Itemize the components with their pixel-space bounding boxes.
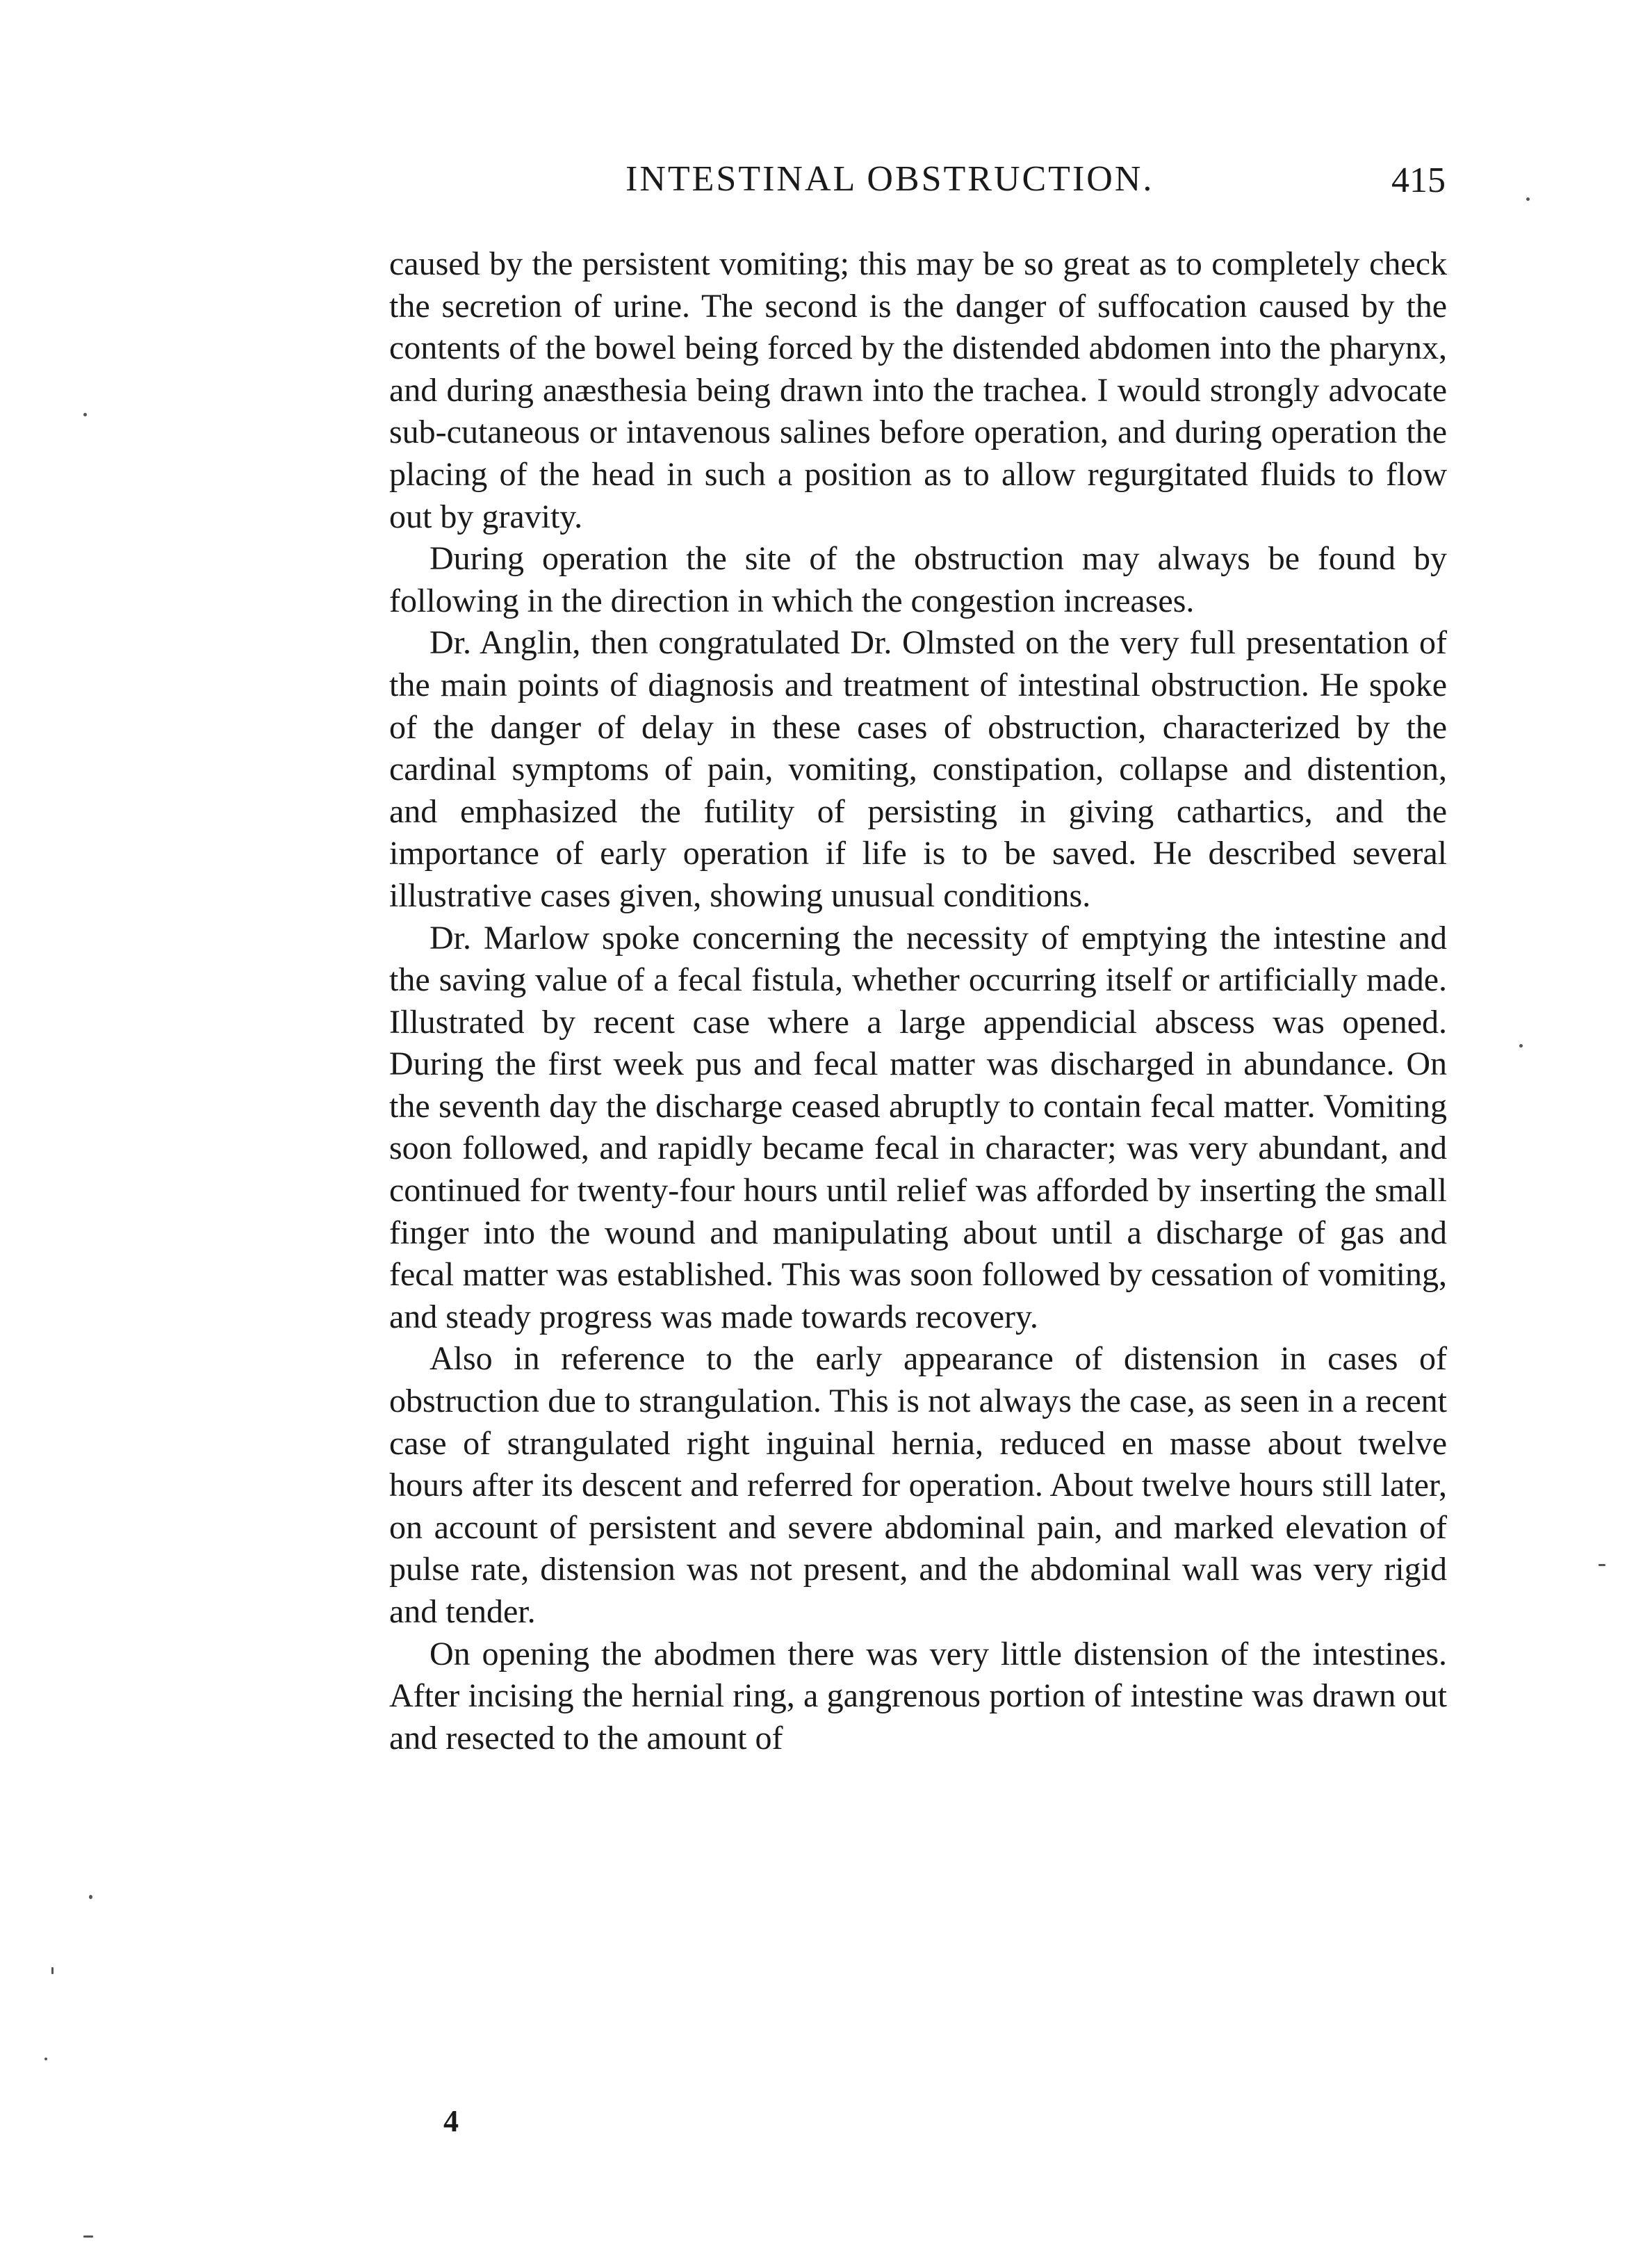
page-number: 415 (1391, 161, 1446, 200)
paragraph-3: Dr. Anglin, then congratulated Dr. Olmsted on the very full presentation of the main points of diagnosis and treatment of intestinal obstruction. He spoke of the danger of delay in these cases of obstruction, characterized by the cardinal symptoms of pain, vomiting, constipation, collapse and distention, and emphasized the futility of persisting in giving cathartics, and the importance of early operation if life is to be saved. He described several illustrative cases given, showing unusual conditions. (389, 624, 1447, 914)
paragraph-5: Also in reference to the early appearance of distension in cases of obstruction due to strangulation. This is not always the case, as seen in a recent case of strangulated right inguinal hernia, reduced en masse about twelve hours after its descent and referred for operation. About twelve hours still later, on account of persistent and severe abdominal pain, and marked elevation of pulse rate, distension was not present, and the abdominal wall was very rigid and tender. (389, 1340, 1447, 1630)
body-text (389, 243, 1447, 1759)
scan-speck (51, 1967, 54, 1974)
scan-speck (83, 413, 87, 416)
paragraph-2: During operation the site of the obstruction may always be found by following in the direction in which the congestion increases. (389, 540, 1447, 619)
scan-speck (44, 2058, 47, 2060)
scan-speck (83, 2235, 93, 2238)
paragraph-6: On opening the abodmen there was very little distension of the intestines. After incising the hernial ring, a gangrenous portion of intestine was drawn out and resected to the amount of (389, 1635, 1447, 1757)
paragraph-4: Dr. Marlow spoke concerning the necessity of emptying the intestine and the saving value of a fecal fistula, whether occurring itself or artificially made. Illustrated by recent case where a large appendicial abscess was opened. During the first week pus and fecal matter was discharged in abundance. On the seventh day the discharge ceased abruptly to contain fecal matter. Vomiting soon followed, and rapidly became fecal in character; was very abundant, and continued for twenty-four hours until relief was afforded by inserting the small finger into the wound and manipulating about until a discharge of gas and fecal matter was established. This was soon followed by cessation of vomiting, and steady progress was made towards recovery. (389, 919, 1447, 1335)
scan-speck (1598, 1564, 1605, 1566)
scan-speck (89, 1895, 92, 1899)
scan-speck (1526, 197, 1530, 201)
signature-mark: 4 (443, 2104, 459, 2138)
paragraph-1: caused by the persistent vomiting; this may be so great as to completely check the secretion of urine. The second is the danger of suffocation caused by the contents of the bowel being forced by the distended abdomen into the pharynx, and during anæsthesia being drawn into the trachea. I would strongly advocate sub-cutaneous or intavenous salines before operation, and during operation the placing of the head in such a position as to allow regurgitated fluids to flow out by gravity. (389, 245, 1447, 535)
scan-speck (1519, 1044, 1523, 1048)
running-title: INTESTINAL OBSTRUCTION. (625, 159, 1154, 199)
